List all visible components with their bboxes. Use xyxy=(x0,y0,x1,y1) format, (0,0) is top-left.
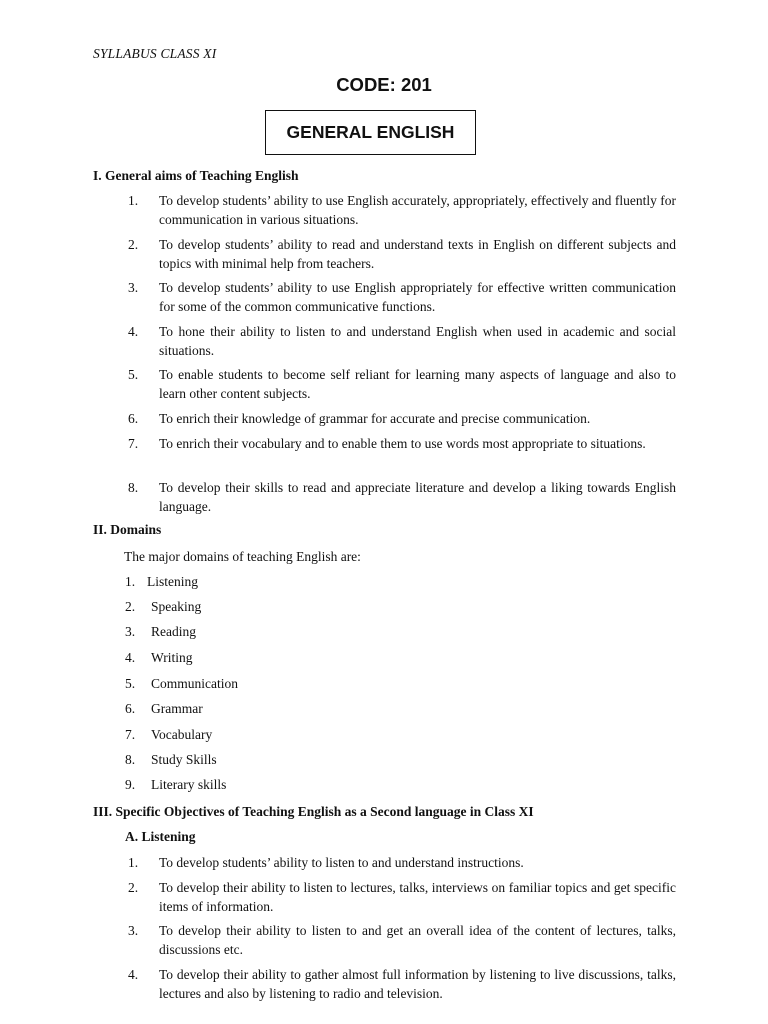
item-text: To develop students’ ability to use English appropriately for effective written communication for some of the common communicative functions. xyxy=(159,280,676,314)
item-number: 6. xyxy=(125,701,136,716)
item-number: 1. xyxy=(128,193,139,208)
item-number: 1. xyxy=(125,574,136,589)
item-text: Study Skills xyxy=(151,752,217,767)
list-item xyxy=(128,323,676,360)
list-item xyxy=(128,854,676,873)
list-item xyxy=(128,279,676,316)
item-number: 8. xyxy=(125,752,136,767)
item-text: Reading xyxy=(151,624,196,639)
item-text: To develop their skills to read and appreciate literature and develop a liking towards English language. xyxy=(159,480,676,514)
item-text: To develop students’ ability to listen to and understand instructions. xyxy=(159,855,524,870)
item-text: To hone their ability to listen to and understand English when used in academic and social situations. xyxy=(159,324,676,358)
subject-title: GENERAL ENGLISH xyxy=(286,122,455,142)
domain-item xyxy=(125,599,201,615)
item-number: 2. xyxy=(128,880,139,895)
item-text: Listening xyxy=(147,574,198,589)
item-text: Writing xyxy=(151,650,193,665)
list-item xyxy=(128,966,676,1003)
item-text: Speaking xyxy=(151,599,202,614)
item-text: Grammar xyxy=(151,701,203,716)
domain-item xyxy=(125,752,217,768)
item-text: To develop students’ ability to use English accurately, appropriately, effectively and fluently for communication in various situations. xyxy=(159,193,676,227)
item-number: 1. xyxy=(128,855,139,870)
item-text: To develop students’ ability to read and understand texts in English on different subjects and topics with minimal help from teachers. xyxy=(159,237,676,271)
item-number: 3. xyxy=(128,923,139,938)
list-item xyxy=(128,192,676,229)
domain-item xyxy=(125,701,203,717)
item-number: 4. xyxy=(128,967,139,982)
list-item xyxy=(128,879,676,916)
list-item xyxy=(128,410,676,429)
section-heading-aims: I. General aims of Teaching English xyxy=(93,168,299,183)
list-item xyxy=(128,922,676,959)
item-number: 4. xyxy=(128,324,139,339)
subject-code: CODE: 201 xyxy=(336,74,432,95)
item-text: To develop their ability to listen to and get an overall idea of the content of lectures, talks, discussions etc. xyxy=(159,923,676,957)
list-item xyxy=(128,236,676,273)
item-number: 7. xyxy=(128,436,139,451)
item-text: To develop their ability to listen to lectures, talks, interviews on familiar topics and get specific items of information. xyxy=(159,880,676,914)
item-number: 3. xyxy=(125,624,136,639)
item-text: Literary skills xyxy=(151,777,227,792)
domains-intro: The major domains of teaching English are: xyxy=(124,549,361,564)
list-item xyxy=(128,435,676,454)
item-text: To enrich their vocabulary and to enable them to use words most appropriate to situations. xyxy=(159,436,646,451)
item-number: 5. xyxy=(125,676,136,691)
item-text: Vocabulary xyxy=(151,727,213,742)
domain-item xyxy=(125,676,238,692)
item-number: 5. xyxy=(128,367,139,382)
item-number: 4. xyxy=(125,650,136,665)
domain-item xyxy=(125,574,198,590)
item-number: 8. xyxy=(128,480,139,495)
domain-item xyxy=(125,777,226,793)
domain-item xyxy=(125,650,192,666)
item-text: Communication xyxy=(151,676,238,691)
section-heading-domains: II. Domains xyxy=(93,522,162,537)
item-number: 3. xyxy=(128,280,139,295)
item-number: 2. xyxy=(128,237,139,252)
item-number: 6. xyxy=(128,411,139,426)
domain-item xyxy=(125,624,196,640)
list-item xyxy=(128,479,676,516)
item-number: 9. xyxy=(125,777,136,792)
syllabus-label: SYLLABUS CLASS XI xyxy=(93,46,217,61)
section-heading-objectives: III. Specific Objectives of Teaching English as a Second language in Class XI xyxy=(93,804,534,819)
list-item xyxy=(128,366,676,403)
subject-title-box xyxy=(265,110,476,155)
item-text: To develop their ability to gather almost full information by listening to live discussions, talks, lectures and also by listening to radio and television. xyxy=(159,967,676,1001)
domain-item xyxy=(125,727,212,743)
subsection-heading-listening: A. Listening xyxy=(125,829,196,844)
item-text: To enrich their knowledge of grammar for accurate and precise communication. xyxy=(159,411,591,426)
item-text: To enable students to become self reliant for learning many aspects of language and also to learn other content subjects. xyxy=(159,367,676,401)
item-number: 7. xyxy=(125,727,136,742)
item-number: 2. xyxy=(125,599,136,614)
